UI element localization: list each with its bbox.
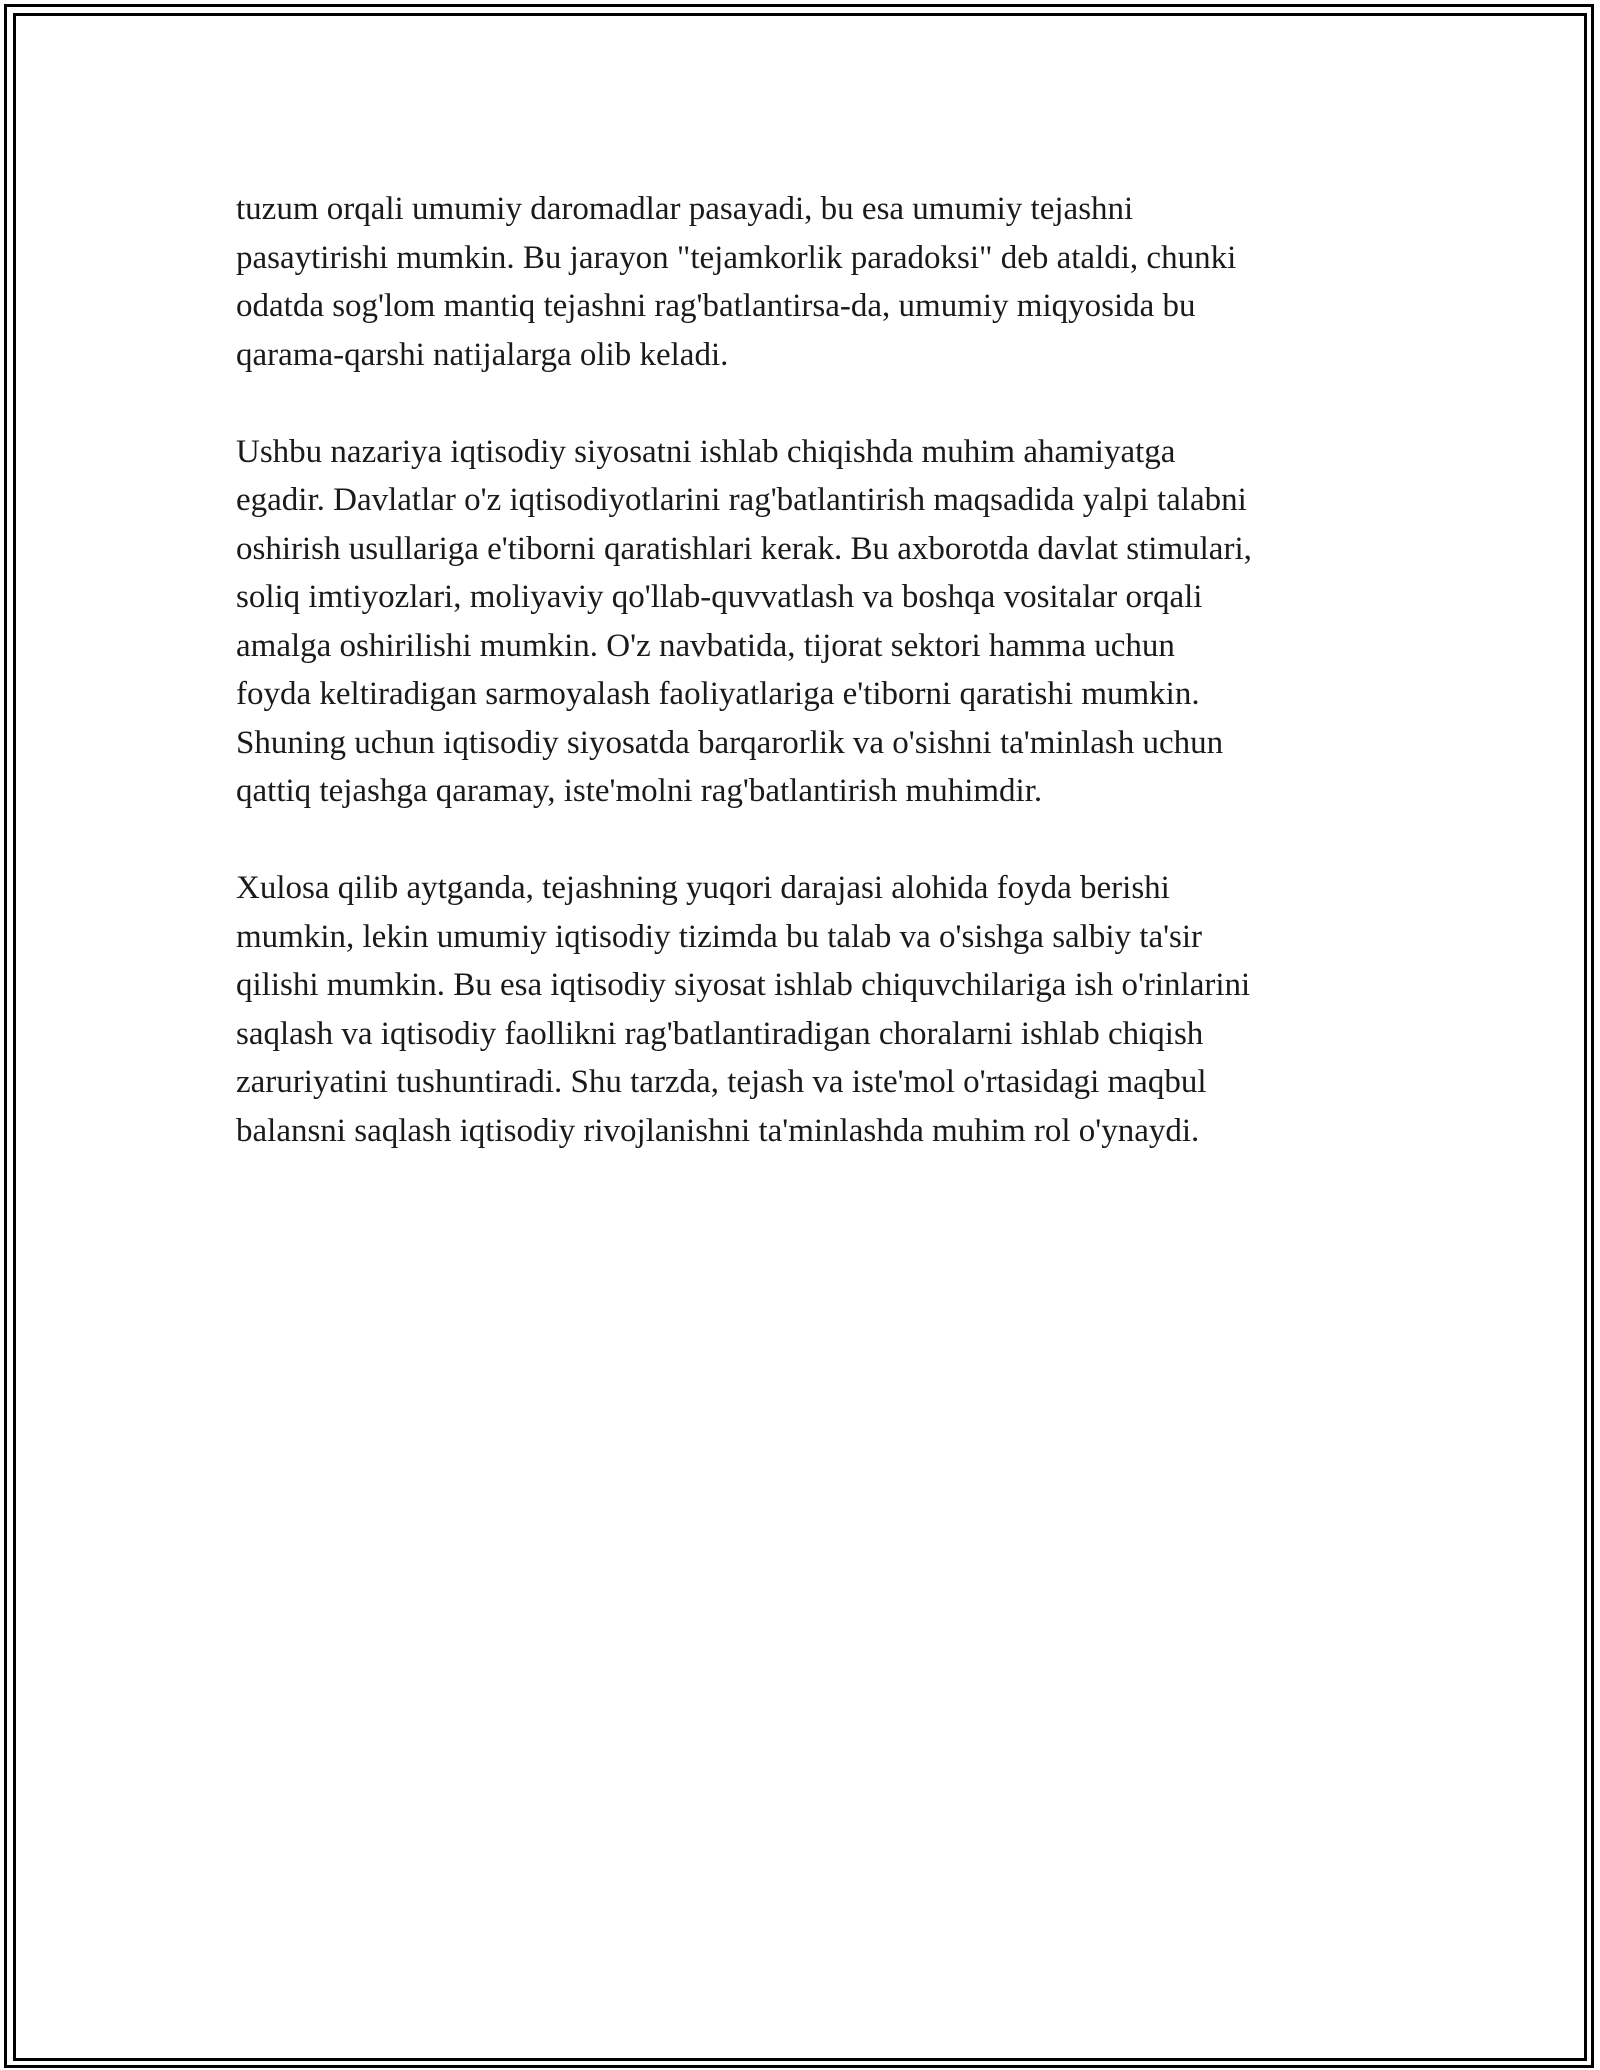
text-line: tuzum orqali umumiy daromadlar pasayadi, bu esa umumiy tejashni [236,191,1134,227]
paragraph-1 [236,185,1396,379]
text-line: Xulosa qilib aytganda, tejashning yuqori darajasi alohida foyda berishi [236,870,1170,906]
paragraph-2 [236,428,1396,816]
text-line: amalga oshirilishi mumkin. O'z navbatida, tijorat sektori hamma uchun [236,627,1175,664]
text-line: qilishi mumkin. Bu esa iqtisodiy siyosat ishlab chiquvchilariga ish o'rinlarini [236,967,1251,1003]
text-line: foyda keltiradigan sarmoyalash faoliyatlariga e'tiborni qaratishi mumkin. [236,676,1200,712]
text-line: oshirish usullariga e'tiborni qaratishlari kerak. Bu axborotda davlat stimulari, [236,530,1252,567]
text-line: balansni saqlash iqtisodiy rivojlanishni ta'minlashda muhim rol o'ynaydi. [236,1112,1200,1149]
text-line: pasaytirishi mumkin. Bu jarayon "tejamkorlik paradoksi" deb ataldi, chunki [236,239,1237,276]
text-line: zaruriyatini tushuntiradi. Shu tarzda, tejash va iste'mol o'rtasidagi maqbul [236,1064,1207,1100]
text-line: Shuning uchun iqtisodiy siyosatda barqarorlik va o'sishni ta'minlash uchun [236,724,1224,761]
text-line: egadir. Davlatlar o'z iqtisodiyotlarini rag'batlantirish maqsadida yalpi talabni [236,482,1247,518]
text-line: odatda sog'lom mantiq tejashni rag'batlantirsa-da, umumiy miqyosida bu [236,288,1196,324]
text-line: qarama-qarshi natijalarga olib keladi. [236,336,729,373]
text-line: mumkin, lekin umumiy iqtisodiy tizimda bu talab va o'sishga salbiy ta'sir [236,918,1203,955]
document-body [236,185,1396,1204]
text-line: soliq imtiyozlari, moliyaviy qo'llab-quvvatlash va boshqa vositalar orqali [236,579,1203,615]
text-line: qattiq tejashga qaramay, iste'molni rag'batlantirish muhimdir. [236,773,1043,809]
paragraph-3 [236,864,1396,1155]
text-line: saqlash va iqtisodiy faollikni rag'batlantiradigan choralarni ishlab chiqish [236,1015,1204,1052]
text-line: Ushbu nazariya iqtisodiy siyosatni ishlab chiqishda muhim ahamiyatga [236,433,1176,470]
